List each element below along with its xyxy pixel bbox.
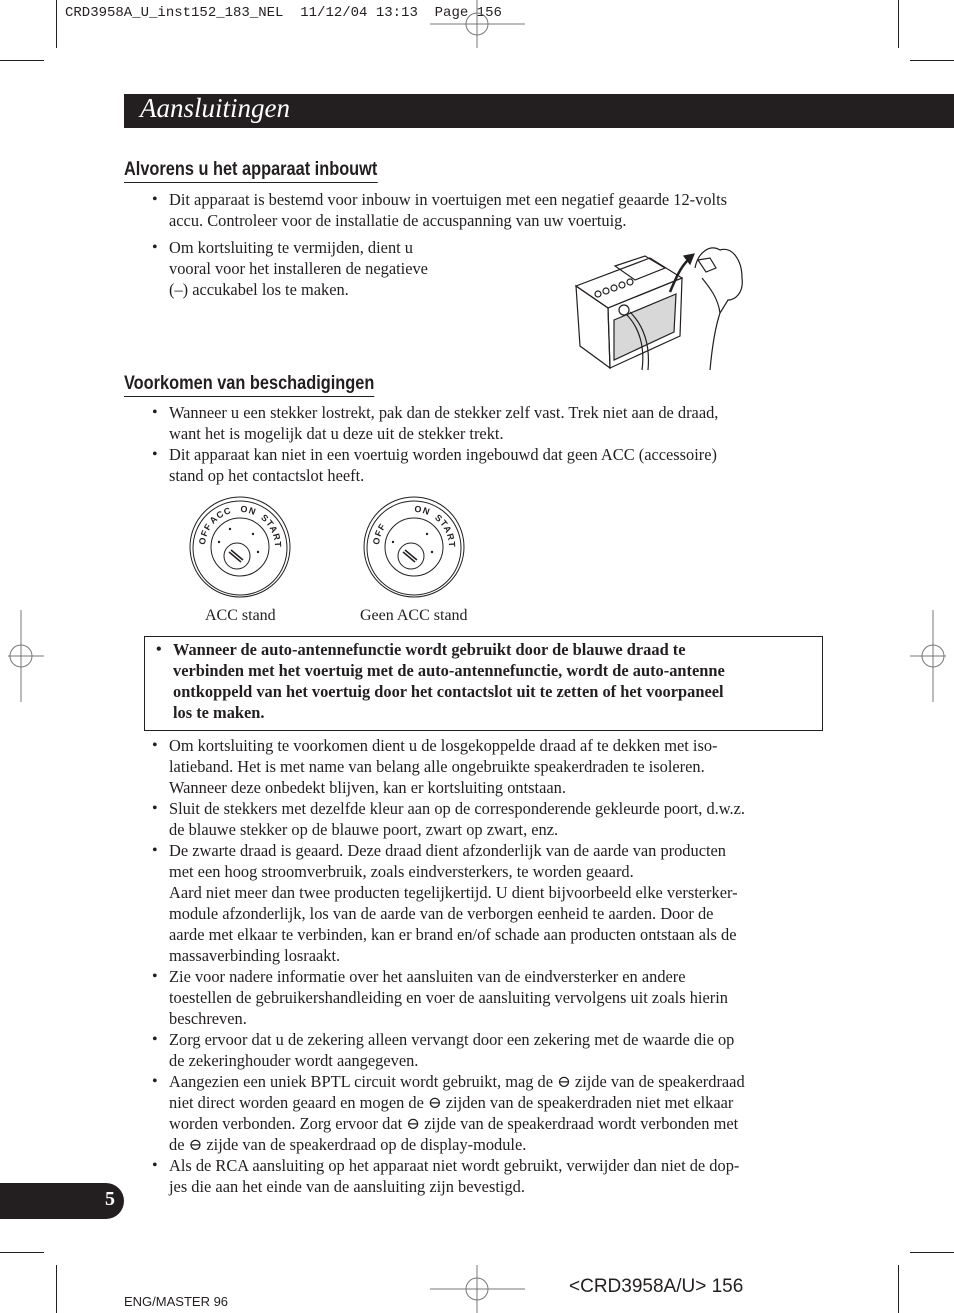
bullet-text-line: Als de RCA aansluiting op het apparaat niet wordt gebruikt, verwijder dan niet de dop- xyxy=(169,1156,740,1175)
bullet-marker: • xyxy=(152,191,158,208)
notice-text-line: Wanneer de auto-antennefunctie wordt gebruikt door de blauwe draad te xyxy=(173,640,686,659)
bullet-marker: • xyxy=(152,968,158,985)
caption-no-acc: Geen ACC stand xyxy=(360,607,468,624)
chapter-title: Aansluitingen xyxy=(140,93,290,123)
ignition-label-start: START xyxy=(259,512,284,549)
bullet-marker: • xyxy=(152,1157,158,1174)
section-heading-before-install: Alvorens u het apparaat inbouwt xyxy=(124,159,377,183)
bullet-marker: • xyxy=(152,239,158,256)
ignition-no-acc-illustration xyxy=(359,492,469,602)
bullet-text-line: latieband. Het is met name van belang alle ongebruikte speakerdraden te isoleren. xyxy=(169,757,705,776)
bullet-text-line: module afzonderlijk, los van de aarde van de verborgen eenheid te aarden. Door de xyxy=(169,904,714,923)
bullet-marker: • xyxy=(152,404,158,421)
ignition-label-start: START xyxy=(433,512,458,549)
bullet-text-line: de zekeringhouder wordt aangegeven. xyxy=(169,1051,419,1070)
bullet-text-line: met een hoog stroomverbruik, zoals eindversterkers, te worden geaard. xyxy=(169,862,634,881)
bullet-text-line: Om kortsluiting te voorkomen dient u de losgekoppelde draad af te dekken met iso- xyxy=(169,736,718,755)
bullet-text-line: Aangezien een uniek BPTL circuit wordt gebruikt, mag de ⊖ zijde van de speakerdraad xyxy=(169,1072,745,1091)
page-tab xyxy=(0,1183,124,1219)
chapter-title-bar xyxy=(124,94,954,128)
bullet-marker: • xyxy=(152,842,158,859)
notice-text-line: los te maken. xyxy=(173,703,265,722)
bullet-text-line: De zwarte draad is geaard. Deze draad dient afzonderlijk van de aarde van producten xyxy=(169,841,726,860)
bullet-marker: • xyxy=(152,737,158,754)
bullet-text-line: Wanneer deze onbedekt blijven, kan er kortsluiting ontstaan. xyxy=(169,778,566,797)
bullet-text-line: accu. Controleer voor de installatie de accuspanning van uw voertuig. xyxy=(169,211,627,230)
ignition-label-acc: ACC xyxy=(207,505,233,526)
bullet-marker: • xyxy=(152,446,158,463)
bullet-text-line: want het is mogelijk dat u deze uit de stekker trekt. xyxy=(169,424,504,443)
notice-text-line: ontkoppeld van het voertuig door het contactslot uit te zetten of het voorpaneel xyxy=(173,682,724,701)
svg-text:OFFACCONSTART xyxy=(197,504,283,548)
bullet-text-line: de ⊖ zijde van de speakerdraad op de display-module. xyxy=(169,1135,527,1154)
ignition-acc-illustration xyxy=(185,492,295,602)
bullet-text-line: Zorg ervoor dat u de zekering alleen vervangt door een zekering met de waarde die op xyxy=(169,1030,735,1049)
ignition-label-off: OFF xyxy=(370,521,388,546)
battery-disconnect-illustration xyxy=(570,238,755,373)
bullet-marker: • xyxy=(156,641,162,658)
bullet-text-line: toestellen de gebruikershandleiding en voer de aansluiting vervolgens uit zoals hierin xyxy=(169,988,728,1007)
bullet-text-line: beschreven. xyxy=(169,1009,247,1028)
bullet-text-line: de blauwe stekker op de blauwe poort, zwart op zwart, enz. xyxy=(169,820,559,839)
bullet-text-line: Dit apparaat kan niet in een voertuig worden ingebouwd dat geen ACC (accessoire) xyxy=(169,445,717,464)
notice-text-line: verbinden met het voertuig met de auto-antennefunctie, wordt de auto-antenne xyxy=(173,661,725,680)
ignition-label-on: ON xyxy=(413,503,432,518)
bullet-text-line: worden verbonden. Zorg ervoor dat ⊖ zijde van de speakerdraad wordt verbonden met xyxy=(169,1114,739,1133)
bullet-text-line: Zie voor nadere informatie over het aansluiten van de eindversterker en andere xyxy=(169,967,686,986)
print-slug: CRD3958A_U_inst152_183_NEL 11/12/04 13:13 Page 156 xyxy=(65,5,502,21)
bullet-text-line: stand op het contactslot heeft. xyxy=(169,466,365,485)
page-tab-number: 5 xyxy=(105,1188,115,1210)
bullet-text-line: aarde met elkaar te verbinden, kan er brand en/of schade aan producten ontstaan als de xyxy=(169,925,737,944)
bullet-text-line: (–) accukabel los te maken. xyxy=(169,280,349,299)
footer-page-ref: <CRD3958A/U> 156 xyxy=(569,1276,744,1297)
bullet-text-line: jes die aan het einde van de aansluiting zijn bevestigd. xyxy=(169,1177,525,1196)
ignition-label-on: ON xyxy=(239,503,258,518)
bullet-text-line: Dit apparaat is bestemd voor inbouw in voertuigen met een negatief geaarde 12-volts xyxy=(169,190,728,209)
bullet-text-line: Sluit de stekkers met dezelfde kleur aan op de corresponderende gekleurde poort, d.w.z. xyxy=(169,799,746,818)
bullet-text-line: Wanneer u een stekker lostrekt, pak dan de stekker zelf vast. Trek niet aan de draad, xyxy=(169,403,719,422)
section-heading-prevent-damage: Voorkomen van beschadigingen xyxy=(124,373,374,397)
footer-master: ENG/MASTER 96 xyxy=(124,1294,229,1309)
bullet-marker: • xyxy=(152,1031,158,1048)
bullet-marker: • xyxy=(152,1073,158,1090)
caption-acc: ACC stand xyxy=(205,607,276,624)
bullet-text-line: niet direct worden geaard en mogen de ⊖ zijden van de speakerdraden niet met elkaar xyxy=(169,1093,734,1112)
bullet-text-line: Aard niet meer dan twee producten tegelijkertijd. U dient bijvoorbeeld elke versterker- xyxy=(169,883,738,902)
bullet-text-line: vooral voor het installeren de negatieve xyxy=(169,259,428,278)
bullet-marker: • xyxy=(152,800,158,817)
bullet-text-line: Om kortsluiting te vermijden, dient u xyxy=(169,238,414,257)
svg-text:OFFONSTART xyxy=(371,504,457,548)
ignition-label-off: OFF xyxy=(196,521,214,546)
bullet-text-line: massaverbinding losraakt. xyxy=(169,946,341,965)
